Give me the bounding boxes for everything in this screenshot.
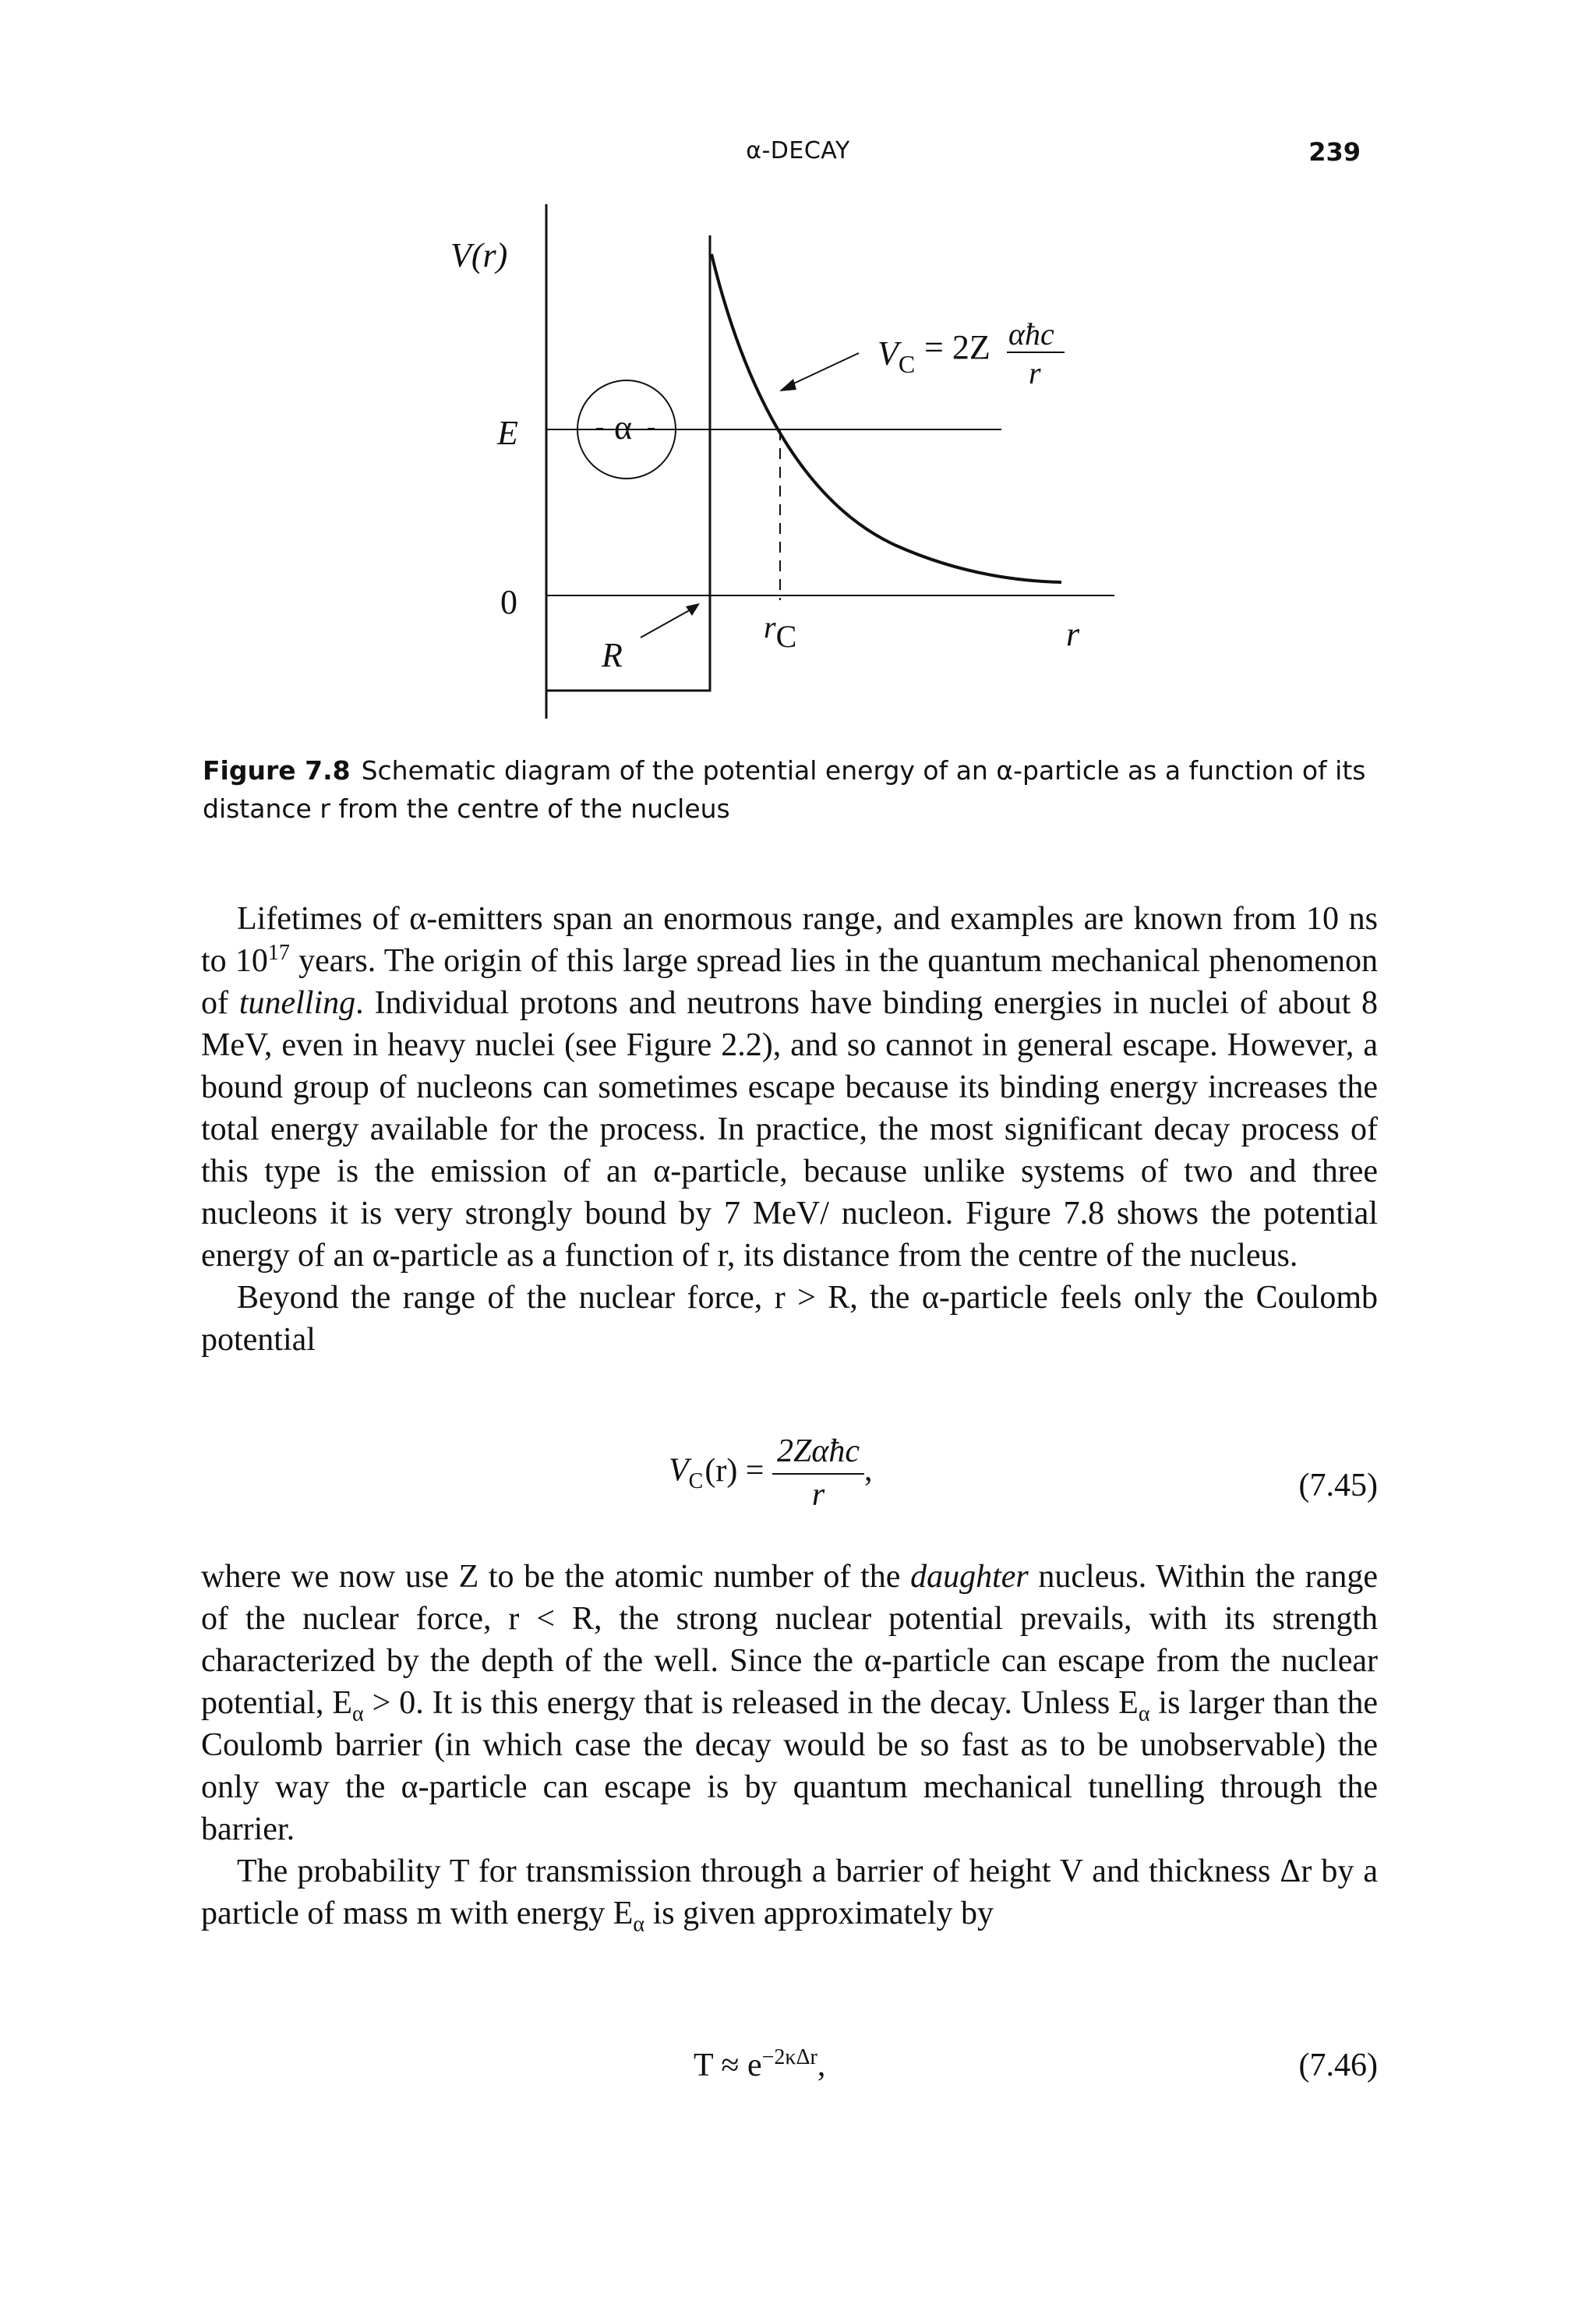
vc-formula-lhs: $V_C$ xyxy=(877,334,916,378)
paragraph-1: Lifetimes of α-emitters span an enormous range, and examples are known from 10 ns to $10^{17}$ years. The origin of this large spread lies in the quantum mechanical phenomenon of tunelling. Individual protons and neutrons have binding energies in nuclei of about 8 MeV, even in heavy nuclei (see Figure 2.2), and so cannot in general escape. However, a bound group of nucleons can sometimes escape because its binding energy increases the total energy available for the process. In practice, the most significant decay process of this type is the emission of an α-particle, because unlike systems of two and three nucleons it is very strongly bound by 7 MeV/ nucleon. Figure 7.8 shows the potential energy of an α-particle as a function of r, its distance from the centre of the nucleus. xyxy=(201,901,1379,1274)
r-arrow-head xyxy=(686,603,700,616)
rc-label: rC xyxy=(764,610,797,654)
body-text-middle xyxy=(201,1556,1378,1935)
potential-well xyxy=(546,235,710,691)
eq745-fraction: $\frac{\text{2Zαħc}}{r}$ xyxy=(772,1433,864,1514)
alpha-dash-right: - xyxy=(647,412,656,441)
caption-text: Schematic diagram of the potential energy of an α-particle as a function of its distance r from the centre of the nucleus xyxy=(203,755,1366,824)
alpha-dash-left: - xyxy=(595,412,605,441)
page-number: 239 xyxy=(1308,137,1361,167)
figure-caption xyxy=(203,751,1379,828)
r-arrow-line xyxy=(641,608,694,638)
vc-formula-den: r xyxy=(1029,355,1041,390)
eq745-arg: (r) = xyxy=(704,1452,764,1489)
v-axis-label: V(r) xyxy=(450,236,508,274)
eq745-lhs: V xyxy=(669,1452,689,1489)
eq745-number: (7.45) xyxy=(1298,1468,1378,1504)
potential-energy-figure xyxy=(0,0,1596,733)
radius-label: R xyxy=(602,636,623,674)
vc-arrow-line xyxy=(787,353,859,387)
paragraph-3: where we now use Z to be the atomic number of the daughter nucleus. Within the range of the nuclear force, r < R, the strong nuclear potential prevails, with its strength characterized by the depth of the well. Since the α-particle can escape from the nuclear potential, $E_\alpha > 0$. It is this energy that is released in the decay. Unless $E_\alpha$ is larger than the Coulomb barrier (in which case the decay would be so fast as to be unobservable) the only way the α-particle can escape is by quantum mechanical tunelling through the barrier. xyxy=(201,1559,1378,1847)
alpha-label: α xyxy=(614,408,633,447)
equation-7-46: $T \approx e^{-2\kappa\Delta r}$, (7.46) xyxy=(694,2045,1378,2083)
energy-label: E xyxy=(497,414,518,452)
paragraph-2: Beyond the range of the nuclear force, r > R, the α-particle feels only the Coulomb potential xyxy=(201,1280,1378,1358)
zero-label: 0 xyxy=(500,583,517,621)
r-axis-label: r xyxy=(1066,615,1080,653)
caption-label: Figure 7.8 xyxy=(203,755,351,786)
paragraph-4: The probability T for transmission through a barrier of height V and thickness Δr by a particle of mass m with energy $E_\alpha$ is given approximately by xyxy=(201,1853,1378,1937)
vc-formula-eq: = 2Z xyxy=(924,328,990,366)
body-text-upper xyxy=(201,898,1378,1361)
coulomb-curve xyxy=(711,254,1061,582)
running-head-title: α-DECAY xyxy=(746,137,850,164)
vc-arrow-head xyxy=(779,379,796,391)
eq746-number: (7.46) xyxy=(1298,2048,1378,2083)
eq746-lhs: T ≈ e xyxy=(694,2048,762,2083)
vc-formula-num: αħc xyxy=(1008,316,1054,352)
equation-7-45: $V_C(r)$ = $\frac{\text{2Zαħc}}{r}$ , (7.45) xyxy=(669,1433,1378,1513)
eq745-sub: C xyxy=(688,1469,704,1494)
eq746-sup: −2κΔr xyxy=(761,2045,817,2069)
